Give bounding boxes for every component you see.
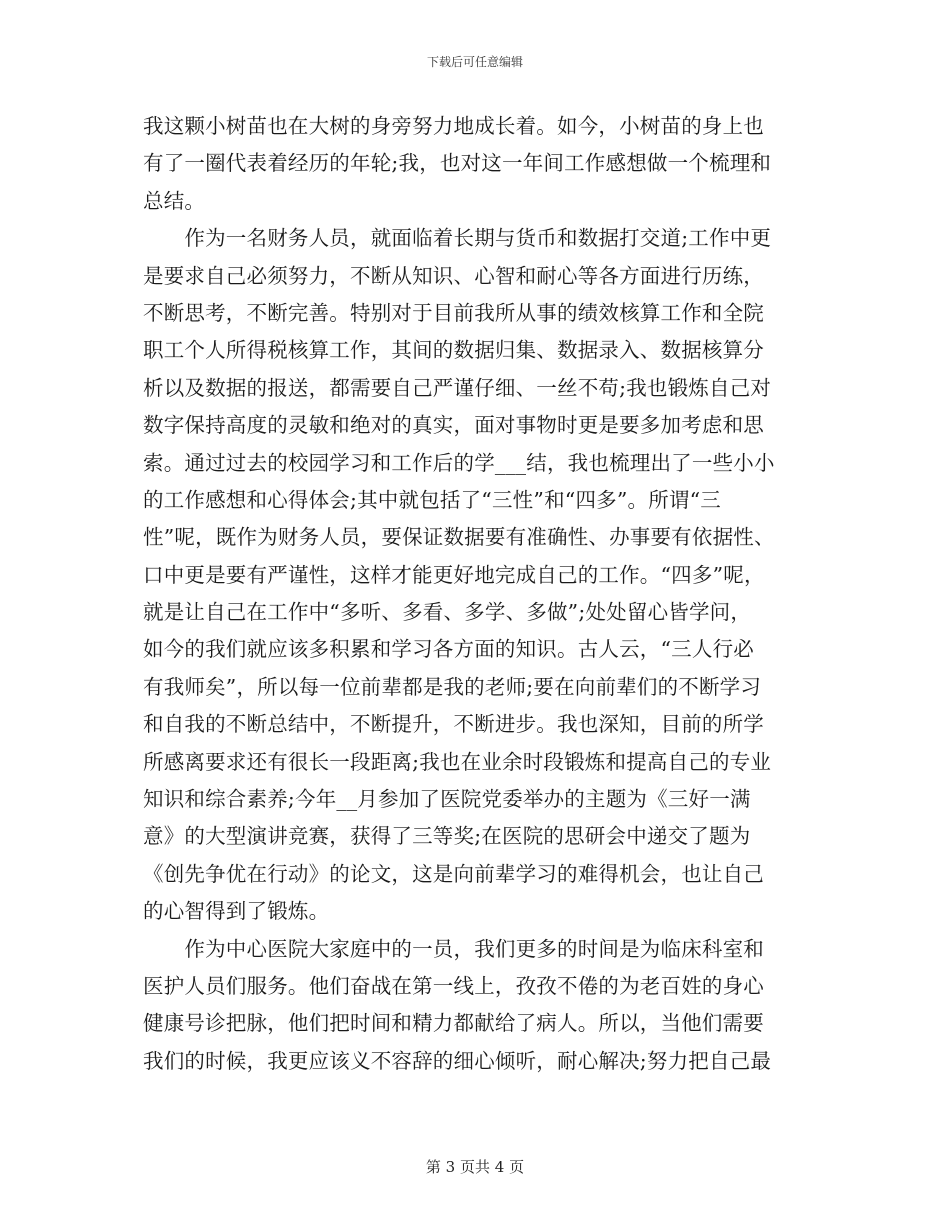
text-line: 职工个人所得税核算工作，其间的数据归集、数据录入、数据核算分 (143, 338, 764, 363)
text-line: 意》的大型演讲竞赛，获得了三等奖;在医院的思研会中递交了题为 (143, 824, 751, 849)
text-line: 医护人员们服务。他们奋战在第一线上，孜孜不倦的为老百姓的身心 (143, 973, 764, 998)
text-line: 作为一名财务人员，就面临着长期与货币和数据打交道;工作中更 (143, 226, 772, 251)
text-line: 不断思考，不断完善。特别对于目前我所从事的绩效核算工作和全院 (143, 300, 764, 325)
text-line: 《创先争优在行动》的论文，这是向前辈学习的难得机会，也让自己 (143, 861, 764, 886)
text-line: 所感离要求还有很长一段距离;我也在业余时段锻炼和提高自己的专业 (143, 749, 772, 774)
page-header: 下载后可任意编辑 (426, 55, 523, 69)
text-line: 和自我的不断总结中，不断提升，不断进步。我也深知，目前的所学 (143, 712, 764, 737)
text-line: 索。通过过去的校园学习和工作后的学___结，我也梳理出了一些小小 (143, 450, 775, 475)
body-text (143, 108, 807, 1080)
text-line: 知识和综合素养;今年__月参加了医院党委举办的主题为《三好一满 (143, 787, 751, 812)
text-line: 的工作感想和心得体会;其中就包括了“三性”和“四多”。所谓“三 (143, 487, 722, 512)
text-line: 的心智得到了锻炼。 (143, 899, 330, 924)
text-line: 就是让自己在工作中“多听、多看、多学、多做”;处处留心皆学问， (143, 600, 752, 625)
text-line: 析以及数据的报送，都需要自己严谨仔细、一丝不苟;我也锻炼自己对 (143, 375, 772, 400)
text-line: 有了一圈代表着经历的年轮;我，也对这一年间工作感想做一个梳理和 (143, 151, 772, 176)
text-line: 我们的时候，我更应该义不容辞的细心倾听，耐心解决;努力把自己最 (143, 1048, 772, 1073)
text-line: 口中更是要有严谨性，这样才能更好地完成自己的工作。“四多”呢， (143, 562, 765, 587)
text-line: 是要求自己必须努力，不断从知识、心智和耐心等各方面进行历练， (143, 263, 764, 288)
text-line: 我这颗小树苗也在大树的身旁努力地成长着。如今，小树苗的身上也 (143, 114, 764, 138)
text-line: 如今的我们就应该多积累和学习各方面的知识。古人云，“三人行必 (143, 637, 754, 662)
text-line: 性”呢，既作为财务人员，要保证数据要有准确性、办事要有依据性、 (143, 525, 775, 550)
text-line: 数字保持高度的灵敏和绝对的真实，面对事物时更是要多加考虑和思 (143, 413, 764, 438)
text-line: 总结。 (143, 188, 206, 213)
text-line: 有我师矣”，所以每一位前辈都是我的老师;要在向前辈们的不断学习 (143, 674, 762, 699)
text-line: 作为中心医院大家庭中的一员，我们更多的时间是为临床科室和 (143, 936, 764, 961)
text-line: 健康号诊把脉，他们把时间和精力都献给了病人。所以，当他们需要 (143, 1011, 764, 1036)
page-footer: 第 3 页共 4 页 (425, 1158, 525, 1176)
